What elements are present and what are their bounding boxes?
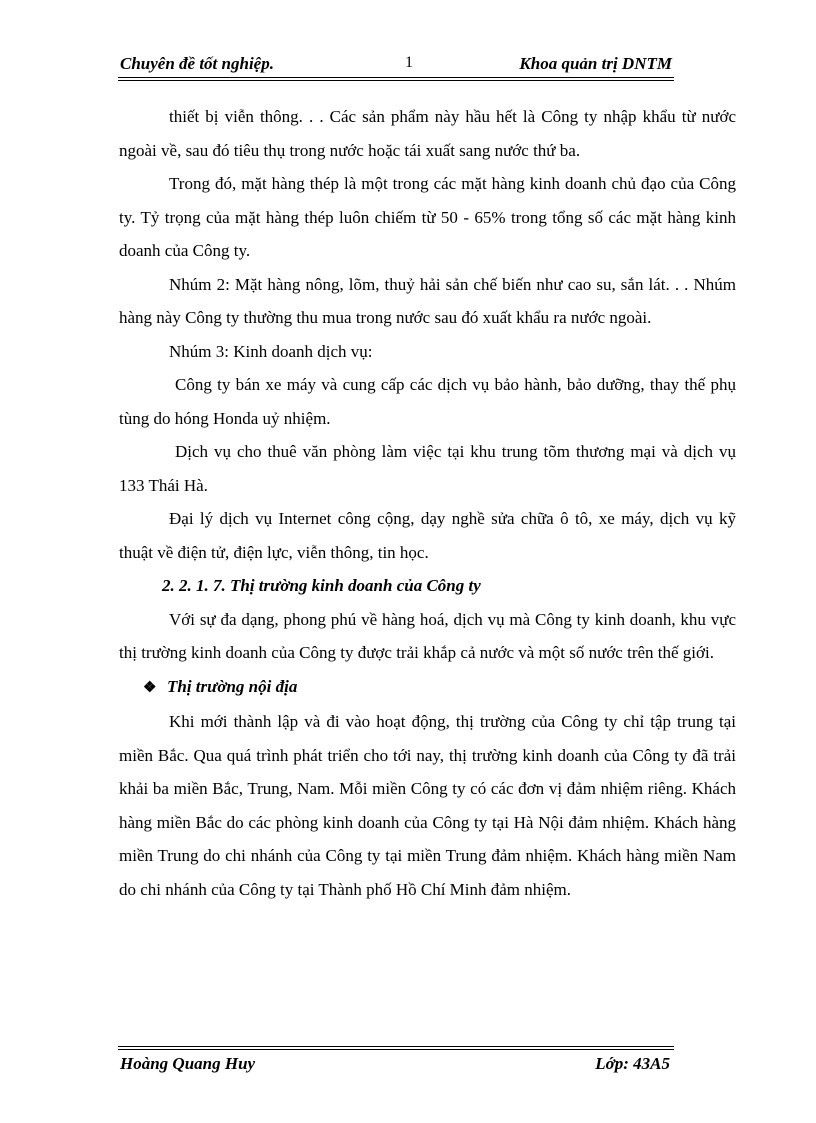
header-divider xyxy=(118,77,674,81)
paragraph-group-3: Nhúm 3: Kinh doanh dịch vụ: xyxy=(169,341,373,361)
header-faculty: Khoa quản trị DNTM xyxy=(519,54,672,73)
document-body xyxy=(119,100,736,906)
page-footer xyxy=(118,1052,674,1078)
header-document-type: Chuyên đề tốt nghiệp. xyxy=(120,54,274,73)
page-header xyxy=(118,52,674,78)
paragraph-internet-services: Đại lý dịch vụ Internet công cộng, dạy nghề sửa chữa ô tô, xe máy, dịch vụ kỹ thuật về điện tử, điện lực, viễn thông, tin học. xyxy=(119,509,736,562)
paragraph-domestic-market: Khi mới thành lập và đi vào hoạt động, thị trường của Công ty chỉ tập trung tại miền Bắc. Qua quá trình phát triển cho tới nay, thị trường kinh doanh của Công ty đã trải khải ba miền Bắc, Trung, Nam. Mỗi miền Công ty có các đơn vị đảm nhiệm riêng. Khách hàng miền Bắc do các phòng kinh doanh của Công ty tại Hà Nội đảm nhiệm. Khách hàng miền Trung do chi nhánh của Công ty tại miền Trung đảm nhiệm. Khách hàng miền Nam do chi nhánh của Công ty tại Thành phố Hồ Chí Minh đảm nhiệm. xyxy=(119,712,736,899)
footer-divider xyxy=(118,1046,674,1050)
diamond-bullet-icon: ❖ xyxy=(143,679,157,696)
footer-class: Lớp: 43A5 xyxy=(595,1054,670,1073)
bullet-heading xyxy=(119,670,736,706)
paragraph-motorbike: Công ty bán xe máy và cung cấp các dịch vụ bảo hành, bảo dưỡng, thay thế phụ tùng do hóng Honda uỷ nhiệm. xyxy=(119,375,736,428)
paragraph-group-2: Nhúm 2: Mặt hàng nông, lõm, thuỷ hải sản chế biến như cao su, sắn lát. . . Nhúm hàng này Công ty thường thu mua trong nước sau đó xuất khẩu ra nước ngoài. xyxy=(119,274,736,327)
page-number: 1 xyxy=(405,54,413,71)
bullet-heading-text: Thị trường nội địa xyxy=(167,676,298,696)
paragraph-steel: Trong đó, mặt hàng thép là một trong các mặt hàng kinh doanh chủ đạo của Công ty. Tỷ trọng của mặt hàng thép luôn chiếm từ 50 - 65% trong tổng số các mặt hàng kinh doanh của Công ty. xyxy=(119,174,736,260)
paragraph-office-rental: Dịch vụ cho thuê văn phòng làm việc tại khu trung tõm thương mại và dịch vụ 133 Thái Hà. xyxy=(119,442,736,495)
section-heading: 2. 2. 1. 7. Thị trường kinh doanh của Công ty xyxy=(162,576,481,595)
paragraph-continuation: thiết bị viễn thông. . . Các sản phẩm này hầu hết là Công ty nhập khẩu từ nước ngoài về, sau đó tiêu thụ trong nước hoặc tái xuất sang nước thứ ba. xyxy=(119,107,736,160)
footer-author: Hoàng Quang Huy xyxy=(120,1054,256,1073)
paragraph-market-overview: Với sự đa dạng, phong phú về hàng hoá, dịch vụ mà Công ty kinh doanh, khu vực thị trường kinh doanh của Công ty được trải khắp cả nước và một số nước trên thế giới. xyxy=(119,609,736,662)
